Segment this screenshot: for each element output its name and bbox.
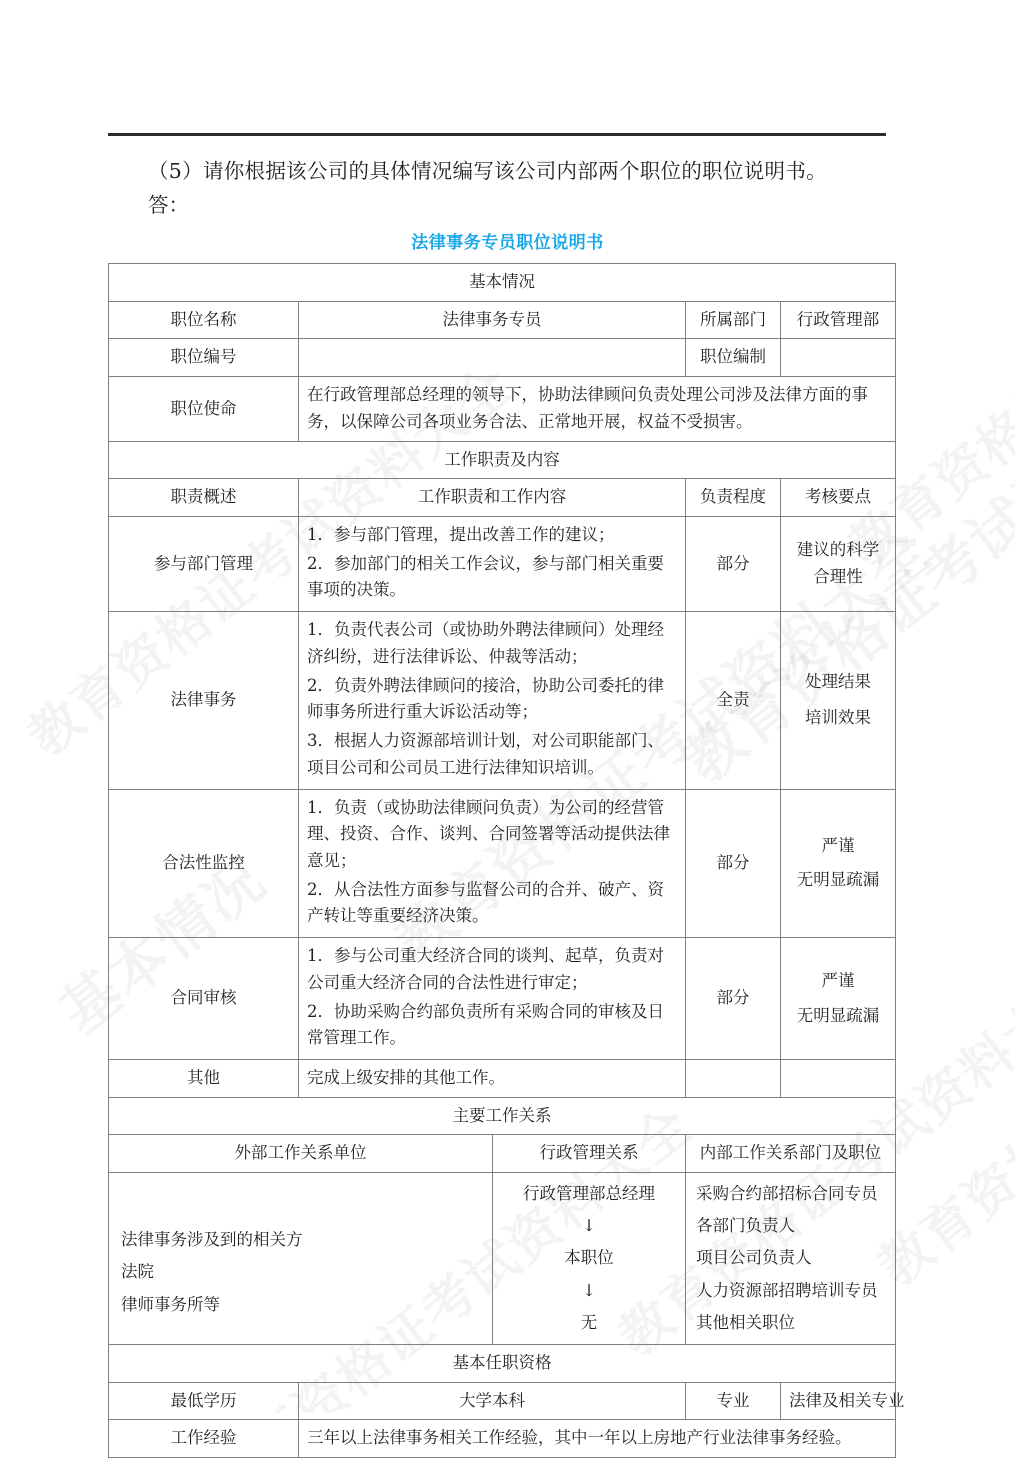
assessment-line: 合理性 xyxy=(813,567,863,587)
duty-item: 3．根据人力资源部培训计划，对公司职能部门、项目公司和公司员工进行法律知识培训。 xyxy=(307,731,664,777)
table-row xyxy=(109,1059,896,1097)
job-description-table xyxy=(108,263,905,1458)
cell-education-value: 大学本科 xyxy=(299,1382,686,1420)
internal-relation-item: 采购合约部招标合同专员 xyxy=(696,1184,878,1204)
internal-relation-item: 其他相关职位 xyxy=(696,1312,795,1332)
internal-relation-item: 各部门负责人 xyxy=(696,1216,795,1236)
table-column-header-row xyxy=(109,1135,896,1173)
cell-admin-relations xyxy=(493,1173,686,1345)
cell-responsibility-level: 部分 xyxy=(686,789,781,938)
table-section-header-row xyxy=(109,1097,896,1135)
cell-position-code-value xyxy=(299,339,686,377)
cell-position-name-value: 法律事务专员 xyxy=(299,301,686,339)
admin-chain-node: 行政管理部总经理 xyxy=(523,1184,655,1204)
cell-assessment xyxy=(781,789,896,938)
down-arrow-icon: ↓ xyxy=(582,1216,596,1236)
cell-responsibility-level: 部分 xyxy=(686,938,781,1060)
table-row xyxy=(109,1173,896,1345)
assessment-line: 建议的科学 xyxy=(796,540,880,560)
section-header-relations: 主要工作关系 xyxy=(109,1097,896,1135)
table-row xyxy=(109,1420,896,1458)
section-header-qualification: 基本任职资格 xyxy=(109,1344,896,1382)
cell-major-label: 专业 xyxy=(686,1382,781,1420)
cell-responsibility-level xyxy=(686,1059,781,1097)
assessment-line: 严谨 xyxy=(821,835,855,855)
cell-education-label: 最低学历 xyxy=(109,1382,299,1420)
table-column-header-row xyxy=(109,479,896,517)
duty-item: 2．协助采购合约部负责所有采购合同的审核及日常管理工作。 xyxy=(307,1001,664,1048)
cell-assessment xyxy=(781,938,896,1060)
col-header-duty-content: 工作职责和工作内容 xyxy=(299,479,686,517)
cell-mission-label: 职位使命 xyxy=(109,377,299,441)
external-relation-item: 律师事务所等 xyxy=(121,1294,220,1314)
question-prompt: （5）请你根据该公司的具体情况编写该公司内部两个职位的职位说明书。 xyxy=(148,159,827,183)
cell-headcount-value xyxy=(781,339,896,377)
external-relation-item: 法院 xyxy=(121,1262,154,1282)
cell-duty-summary: 参与部门管理 xyxy=(109,517,299,612)
table-section-header-row xyxy=(109,264,896,302)
duty-item: 1．参与部门管理，提出改善工作的建议； xyxy=(307,525,615,545)
cell-duty-summary: 法律事务 xyxy=(109,612,299,789)
table-row xyxy=(109,301,896,339)
cell-assessment xyxy=(781,1059,896,1097)
col-header-internal-relations: 内部工作关系部门及职位 xyxy=(686,1135,896,1173)
assessment-line: 处理结果 xyxy=(805,671,872,691)
cell-duty-summary: 其他 xyxy=(109,1059,299,1097)
table-section-header-row xyxy=(109,1344,896,1382)
cell-duty-content xyxy=(299,517,686,612)
table-row xyxy=(109,339,896,377)
table-row xyxy=(109,1382,896,1420)
cell-duty-summary: 合法性监控 xyxy=(109,789,299,938)
cell-major-value: 法律及相关专业 xyxy=(781,1382,896,1420)
col-header-assessment: 考核要点 xyxy=(781,479,896,517)
duty-item: 1．负责代表公司（或协助外聘法律顾问）处理经济纠纷，进行法律诉讼、仲裁等活动； xyxy=(307,620,664,666)
cell-duty-content: 完成上级安排的其他工作。 xyxy=(299,1059,686,1097)
cell-internal-relations xyxy=(686,1173,896,1345)
answer-label: 答： xyxy=(148,193,189,217)
cell-duty-content xyxy=(299,789,686,938)
assessment-line: 严谨 xyxy=(821,970,855,990)
internal-relation-item: 人力资源部招聘培训专员 xyxy=(696,1280,878,1300)
col-header-duty-summary: 职责概述 xyxy=(109,479,299,517)
cell-experience-label: 工作经验 xyxy=(109,1420,299,1458)
cell-duty-summary: 合同审核 xyxy=(109,938,299,1060)
header-rule xyxy=(108,133,886,136)
cell-assessment xyxy=(781,517,896,612)
table-row xyxy=(109,612,896,789)
assessment-line: 无明显疏漏 xyxy=(796,870,880,890)
section-header-duties: 工作职责及内容 xyxy=(109,441,896,479)
cell-responsibility-level: 全责 xyxy=(686,612,781,789)
table-section-header-row xyxy=(109,441,896,479)
section-header-basic: 基本情况 xyxy=(109,264,896,302)
page-title: 法律事务专员职位说明书 xyxy=(411,233,604,253)
cell-duty-content xyxy=(299,938,686,1060)
cell-duty-content xyxy=(299,612,686,789)
assessment-line: 培训效果 xyxy=(805,708,872,728)
internal-relation-item: 项目公司负责人 xyxy=(696,1248,812,1268)
down-arrow-icon: ↓ xyxy=(582,1280,596,1300)
cell-experience-value: 三年以上法律事务相关工作经验，其中一年以上房地产行业法律事务经验。 xyxy=(299,1420,896,1458)
table-row xyxy=(109,789,896,938)
assessment-line: 无明显疏漏 xyxy=(796,1005,880,1025)
admin-chain-node: 无 xyxy=(580,1312,598,1332)
col-header-external-relations: 外部工作关系单位 xyxy=(109,1135,493,1173)
cell-mission-text: 在行政管理部总经理的领导下，协助法律顾问负责处理公司涉及法律方面的事务，以保障公司各项业务合法、正常地开展，权益不受损害。 xyxy=(299,377,896,441)
table-row xyxy=(109,377,896,441)
cell-position-code-label: 职位编号 xyxy=(109,339,299,377)
cell-headcount-label: 职位编制 xyxy=(686,339,781,377)
table-row xyxy=(109,938,896,1060)
cell-external-relations xyxy=(109,1173,493,1345)
duty-item: 1．负责（或协助法律顾问负责）为公司的经营管理、投资、合作、谈判、合同签署等活动提供法律意见； xyxy=(307,797,670,870)
duty-item: 2．负责外聘法律顾问的接洽，协助公司委托的律师事务所进行重大诉讼活动等； xyxy=(307,675,664,722)
duty-item: 2．参加部门的相关工作会议，参与部门相关重要事项的决策。 xyxy=(307,553,664,600)
cell-position-name-label: 职位名称 xyxy=(109,301,299,339)
cell-responsibility-level: 部分 xyxy=(686,517,781,612)
duty-item: 1．参与公司重大经济合同的谈判、起草，负责对公司重大经济合同的合法性进行审定； xyxy=(307,946,664,992)
col-header-responsibility-level: 负责程度 xyxy=(686,479,781,517)
col-header-admin-relations: 行政管理关系 xyxy=(493,1135,686,1173)
table-row xyxy=(109,517,896,612)
admin-chain-node: 本职位 xyxy=(564,1248,614,1268)
duty-item: 2．从合法性方面参与监督公司的合并、破产、资产转让等重要经济决策。 xyxy=(307,879,664,926)
cell-department-label: 所属部门 xyxy=(686,301,781,339)
external-relation-item: 法律事务涉及到的相关方 xyxy=(121,1230,303,1250)
cell-department-value: 行政管理部 xyxy=(781,301,896,339)
cell-assessment xyxy=(781,612,896,789)
